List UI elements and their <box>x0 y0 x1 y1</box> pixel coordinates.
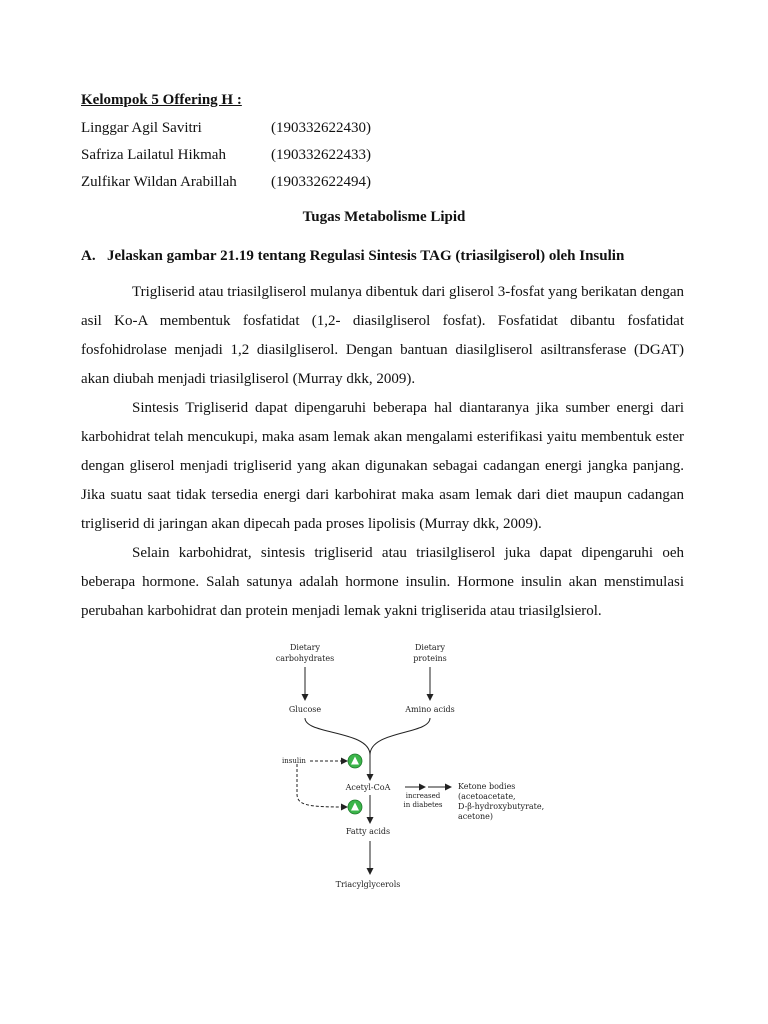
document-title: Tugas Metabolisme Lipid <box>302 209 466 225</box>
dietary-proteins-label-1: Dietary <box>414 643 446 652</box>
paragraph-3: Selain karbohidrat, sintesis trigliserid atau triasilgliserol juka dapat dipengaruhi oeh beberapa hormone. Salah satunya adalah hormone insulin. Hormone insulin akan menstimulasi perubahan karbohidrat dan protein menjadi lemak yakni trigliserida atau triasilglsierol. <box>81 545 684 619</box>
ketone-label-4: acetone) <box>458 812 494 821</box>
insulin-dashed-arrow-2 <box>297 764 347 807</box>
member-name-1: Linggar Agil Savitri <box>81 120 202 136</box>
acetyl-coa-label: Acetyl-CoA <box>345 783 391 792</box>
triacylglycerols-label: Triacylglycerols <box>335 880 401 889</box>
fatty-acids-label: Fatty acids <box>345 827 391 836</box>
curve-glucose-to-acetyl <box>305 718 370 755</box>
section-heading-text: Jelaskan gambar 21.19 tentang Regulasi Sintesis TAG (triasilgiserol) oleh Insulin <box>107 248 625 264</box>
member-name-3: Zulfikar Wildan Arabillah <box>81 174 237 190</box>
insulin-label: insulin <box>282 757 306 765</box>
glucose-label: Glucose <box>288 705 322 714</box>
ketone-label-2: (acetoacetate, <box>458 792 516 801</box>
section-heading <box>81 248 624 265</box>
amino-acids-label: Amino acids <box>405 705 455 714</box>
ketone-label-3: D-β-hydroxybutyrate, <box>458 802 545 811</box>
dietary-carbs-label-1: Dietary <box>289 643 321 652</box>
curve-amino-to-acetyl <box>370 718 430 755</box>
member-nim-3: (190332622494) <box>271 174 371 190</box>
paragraph-1: Trigliserid atau triasilgliserol mulanya dibentuk dari gliserol 3-fosfat yang berikatan dengan asil Ko-A membentuk fosfatidat (1,2- diasilgliserol fosfat). Fosfatidat dibantu fosfatidat fosfohidrolase menjadi 1,2 diasilgliserol. Dengan bantuan diasilgliserol asiltransferase (DGAT) akan diubah menjadi triasilgliserol (Murray dkk, 2009). <box>81 284 684 387</box>
member-nim-2: (190332622433) <box>271 147 371 163</box>
increased-label-1: increased <box>405 792 441 800</box>
section-number: A. <box>81 248 96 264</box>
ketone-label-1: Ketone bodies <box>458 782 516 791</box>
dietary-carbs-label-2: carbohydrates <box>275 654 335 663</box>
paragraph-2: Sintesis Trigliserid dapat dipengaruhi beberapa hal diantaranya jika sumber energi dari karbohidrat telah mencukupi, maka asam lemak akan mengalami esterifikasi yaitu membentuk ester dengan gliserol menjadi trigliserid yang akan digunakan sebagai cadangan energi jangka panjang. Jika suatu saat tidak tersedia energi dari karbohirat maka asam lemak dari diet maupun cadangan trigliserid di jaringan akan dipecah pada proses lipolisis (Murray dkk, 2009). <box>81 400 684 532</box>
dietary-proteins-label-2: proteins <box>413 654 447 663</box>
member-nim-1: (190332622430) <box>271 120 371 136</box>
member-name-2: Safriza Lailatul Hikmah <box>81 147 226 163</box>
group-title: Kelompok 5 Offering H : <box>81 92 242 108</box>
insulin-regulation-figure <box>255 630 585 900</box>
figure-diagram <box>255 630 585 900</box>
increased-label-2: in diabetes <box>403 801 443 809</box>
